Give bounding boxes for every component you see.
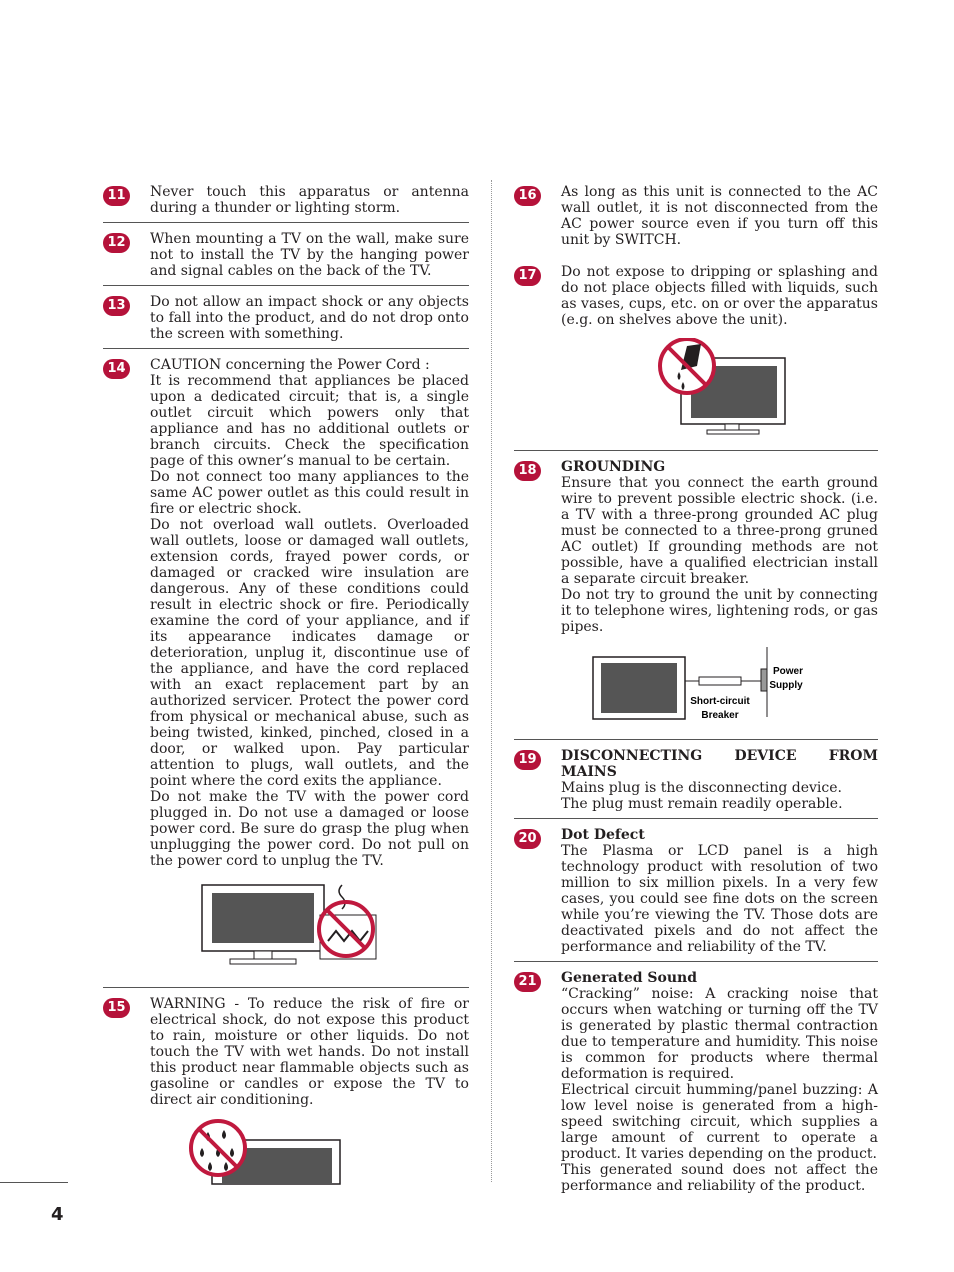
tv-no-vase-icon	[561, 338, 881, 438]
safety-item-19	[514, 748, 878, 819]
item-paragraph: The Plasma or LCD panel is a high technology product with resolution of two million to six million pixels. In a very few cases, you could see fine dots on the screen while you’re viewing the TV. Those dots are deactivated pixels and do not affect the performance and reliability of the TV.	[561, 843, 878, 955]
item-paragraph: As long as this unit is connected to the AC wall outlet, it is not disconnected from the AC power source even if you turn off this unit by SWITCH.	[561, 184, 878, 248]
item-paragraph: The plug must remain readily operable.	[561, 796, 843, 812]
item-text	[561, 459, 878, 635]
item-title: Generated Sound	[561, 970, 698, 986]
safety-item-21	[514, 970, 878, 1200]
item-text	[150, 294, 469, 342]
item-paragraph: This generated sound does not affect the performance and reliability of the product.	[561, 1162, 878, 1194]
item-paragraph: Mains plug is the disconnecting device.	[561, 780, 842, 796]
item-paragraph: Do not try to ground the unit by connecting it to telephone wires, lightening rods, or gas pipes.	[561, 587, 878, 635]
item-paragraph: Do not make the TV with the power cord plugged in. Do not use a damaged or loose power cord. Be sure do grasp the plug when unplugging the power cord. Do not pull on the power cord to unplug the TV.	[150, 789, 469, 869]
item-text	[561, 184, 878, 248]
item-text	[150, 996, 469, 1108]
dripping-illustration	[561, 338, 878, 438]
safety-item-13	[103, 294, 469, 349]
grounding-diagram-svg	[561, 645, 881, 727]
item-title: Dot Defect	[561, 827, 645, 843]
item-paragraph: CAUTION concerning the Power Cord :	[150, 357, 430, 373]
power-cord-illustration	[150, 879, 469, 975]
item-paragraph: Do not expose to dripping or splashing and do not place objects filled with liquids, such as vases, cups, etc. on or over the apparatus (e.g. on shelves above the unit).	[561, 264, 878, 328]
item-text	[150, 184, 469, 216]
item-number-badge: 14	[103, 359, 130, 379]
item-paragraph: “Cracking” noise: A cracking noise that occurs when watching or turning off the TV is generated by plastic thermal contraction due to temperature and humidity. This noise is common for products where thermal deformation is required.	[561, 986, 878, 1082]
item-paragraph: When mounting a TV on the wall, make sure not to install the TV by the hanging power and signal cables on the back of the TV.	[150, 231, 469, 279]
grounding-diagram	[561, 645, 878, 727]
safety-item-14	[103, 357, 469, 988]
item-paragraph: Never touch this apparatus or antenna during a thunder or lighting storm.	[150, 184, 469, 216]
column-divider	[491, 180, 492, 1182]
item-number-badge: 21	[514, 972, 541, 992]
item-paragraph: It is recommend that appliances be placed upon a dedicated circuit; that is, a single outlet circuit which powers only that appliance and has no additional outlets or branch circuits. Check the specification page of this owner’s manual to be certain.	[150, 373, 469, 469]
item-paragraph: Do not overload wall outlets. Overloaded wall outlets, loose or damaged wall outlets, extension cords, frayed power cords, or damaged or cracked wire insulation are dangerous. Any of these conditions could result in electric shock or fire. Periodically examine the cord of your appliance, and if its appearance indicates damage or deterioration, unplug it, discontinue use of the appliance, and have the cord replaced with an exact replacement part by an authorized servicer. Protect the power cord from physical or mechanical abuse, such as being twisted, kinked, pinched, closed in a door, or walked upon. Pay particular attention to plugs, wall outlets, and the point where the cord exits the appliance.	[150, 517, 469, 789]
item-title: DISCONNECTING DEVICE FROM MAINS	[561, 748, 878, 780]
page-number: 4	[51, 1204, 64, 1225]
item-paragraph: Electrical circuit humming/panel buzzing: A low level noise is generated from a high-speed switching circuit, which supplies a large amount of current to operate a product. It varies depending on the product.	[561, 1082, 878, 1162]
supply-label-line1: Power	[772, 666, 804, 677]
item-number-badge: 20	[514, 829, 541, 849]
tv-no-liquid-icon	[150, 1118, 470, 1188]
item-paragraph: Do not connect too many appliances to the same AC power outlet as this could result in fire or electric shock.	[150, 469, 469, 517]
safety-item-16	[514, 184, 878, 254]
safety-item-15	[103, 996, 469, 1200]
page-number-rule	[0, 1182, 68, 1183]
item-number-badge: 18	[514, 461, 541, 481]
item-paragraph: WARNING - To reduce the risk of fire or electrical shock, do not expose this product to rain, moisture or other liquids. Do not touch the TV with wet hands. Do not install this product near flammable objects such as gasoline or candles or expose the TV to direct air conditioning.	[150, 996, 469, 1108]
right-column	[514, 184, 878, 1208]
item-number-badge: 11	[103, 186, 130, 206]
item-text	[150, 231, 469, 279]
item-text	[561, 264, 878, 328]
moisture-illustration	[150, 1118, 469, 1188]
supply-label-line2: Supply	[769, 680, 803, 691]
item-text	[561, 748, 878, 812]
item-number-badge: 16	[514, 186, 541, 206]
tv-with-damaged-cord-icon	[150, 879, 470, 975]
item-number-badge: 15	[103, 998, 130, 1018]
breaker-label-line2: Breaker	[701, 710, 739, 721]
item-paragraph: Ensure that you connect the earth ground wire to prevent possible electric shock. (i.e. a TV with a three-prong grounded AC plug must be connected to a three-prong gruned AC outlet) If grounding methods are not possible, have a qualified electrician install a separate circuit breaker.	[561, 475, 878, 587]
breaker-label-line1: Short-circuit	[690, 696, 750, 707]
item-text	[150, 357, 469, 869]
left-column	[103, 184, 469, 1208]
item-number-badge: 12	[103, 233, 130, 253]
safety-item-12	[103, 231, 469, 286]
item-text	[561, 827, 878, 955]
safety-item-11	[103, 184, 469, 223]
item-number-badge: 13	[103, 296, 130, 316]
item-number-badge: 17	[514, 266, 541, 286]
safety-item-17	[514, 264, 878, 451]
item-title: GROUNDING	[561, 459, 666, 475]
safety-item-20	[514, 827, 878, 962]
item-paragraph: Do not allow an impact shock or any objects to fall into the product, and do not drop onto the screen with something.	[150, 294, 469, 342]
item-text	[561, 970, 878, 1194]
item-number-badge: 19	[514, 750, 541, 770]
safety-item-18	[514, 459, 878, 740]
